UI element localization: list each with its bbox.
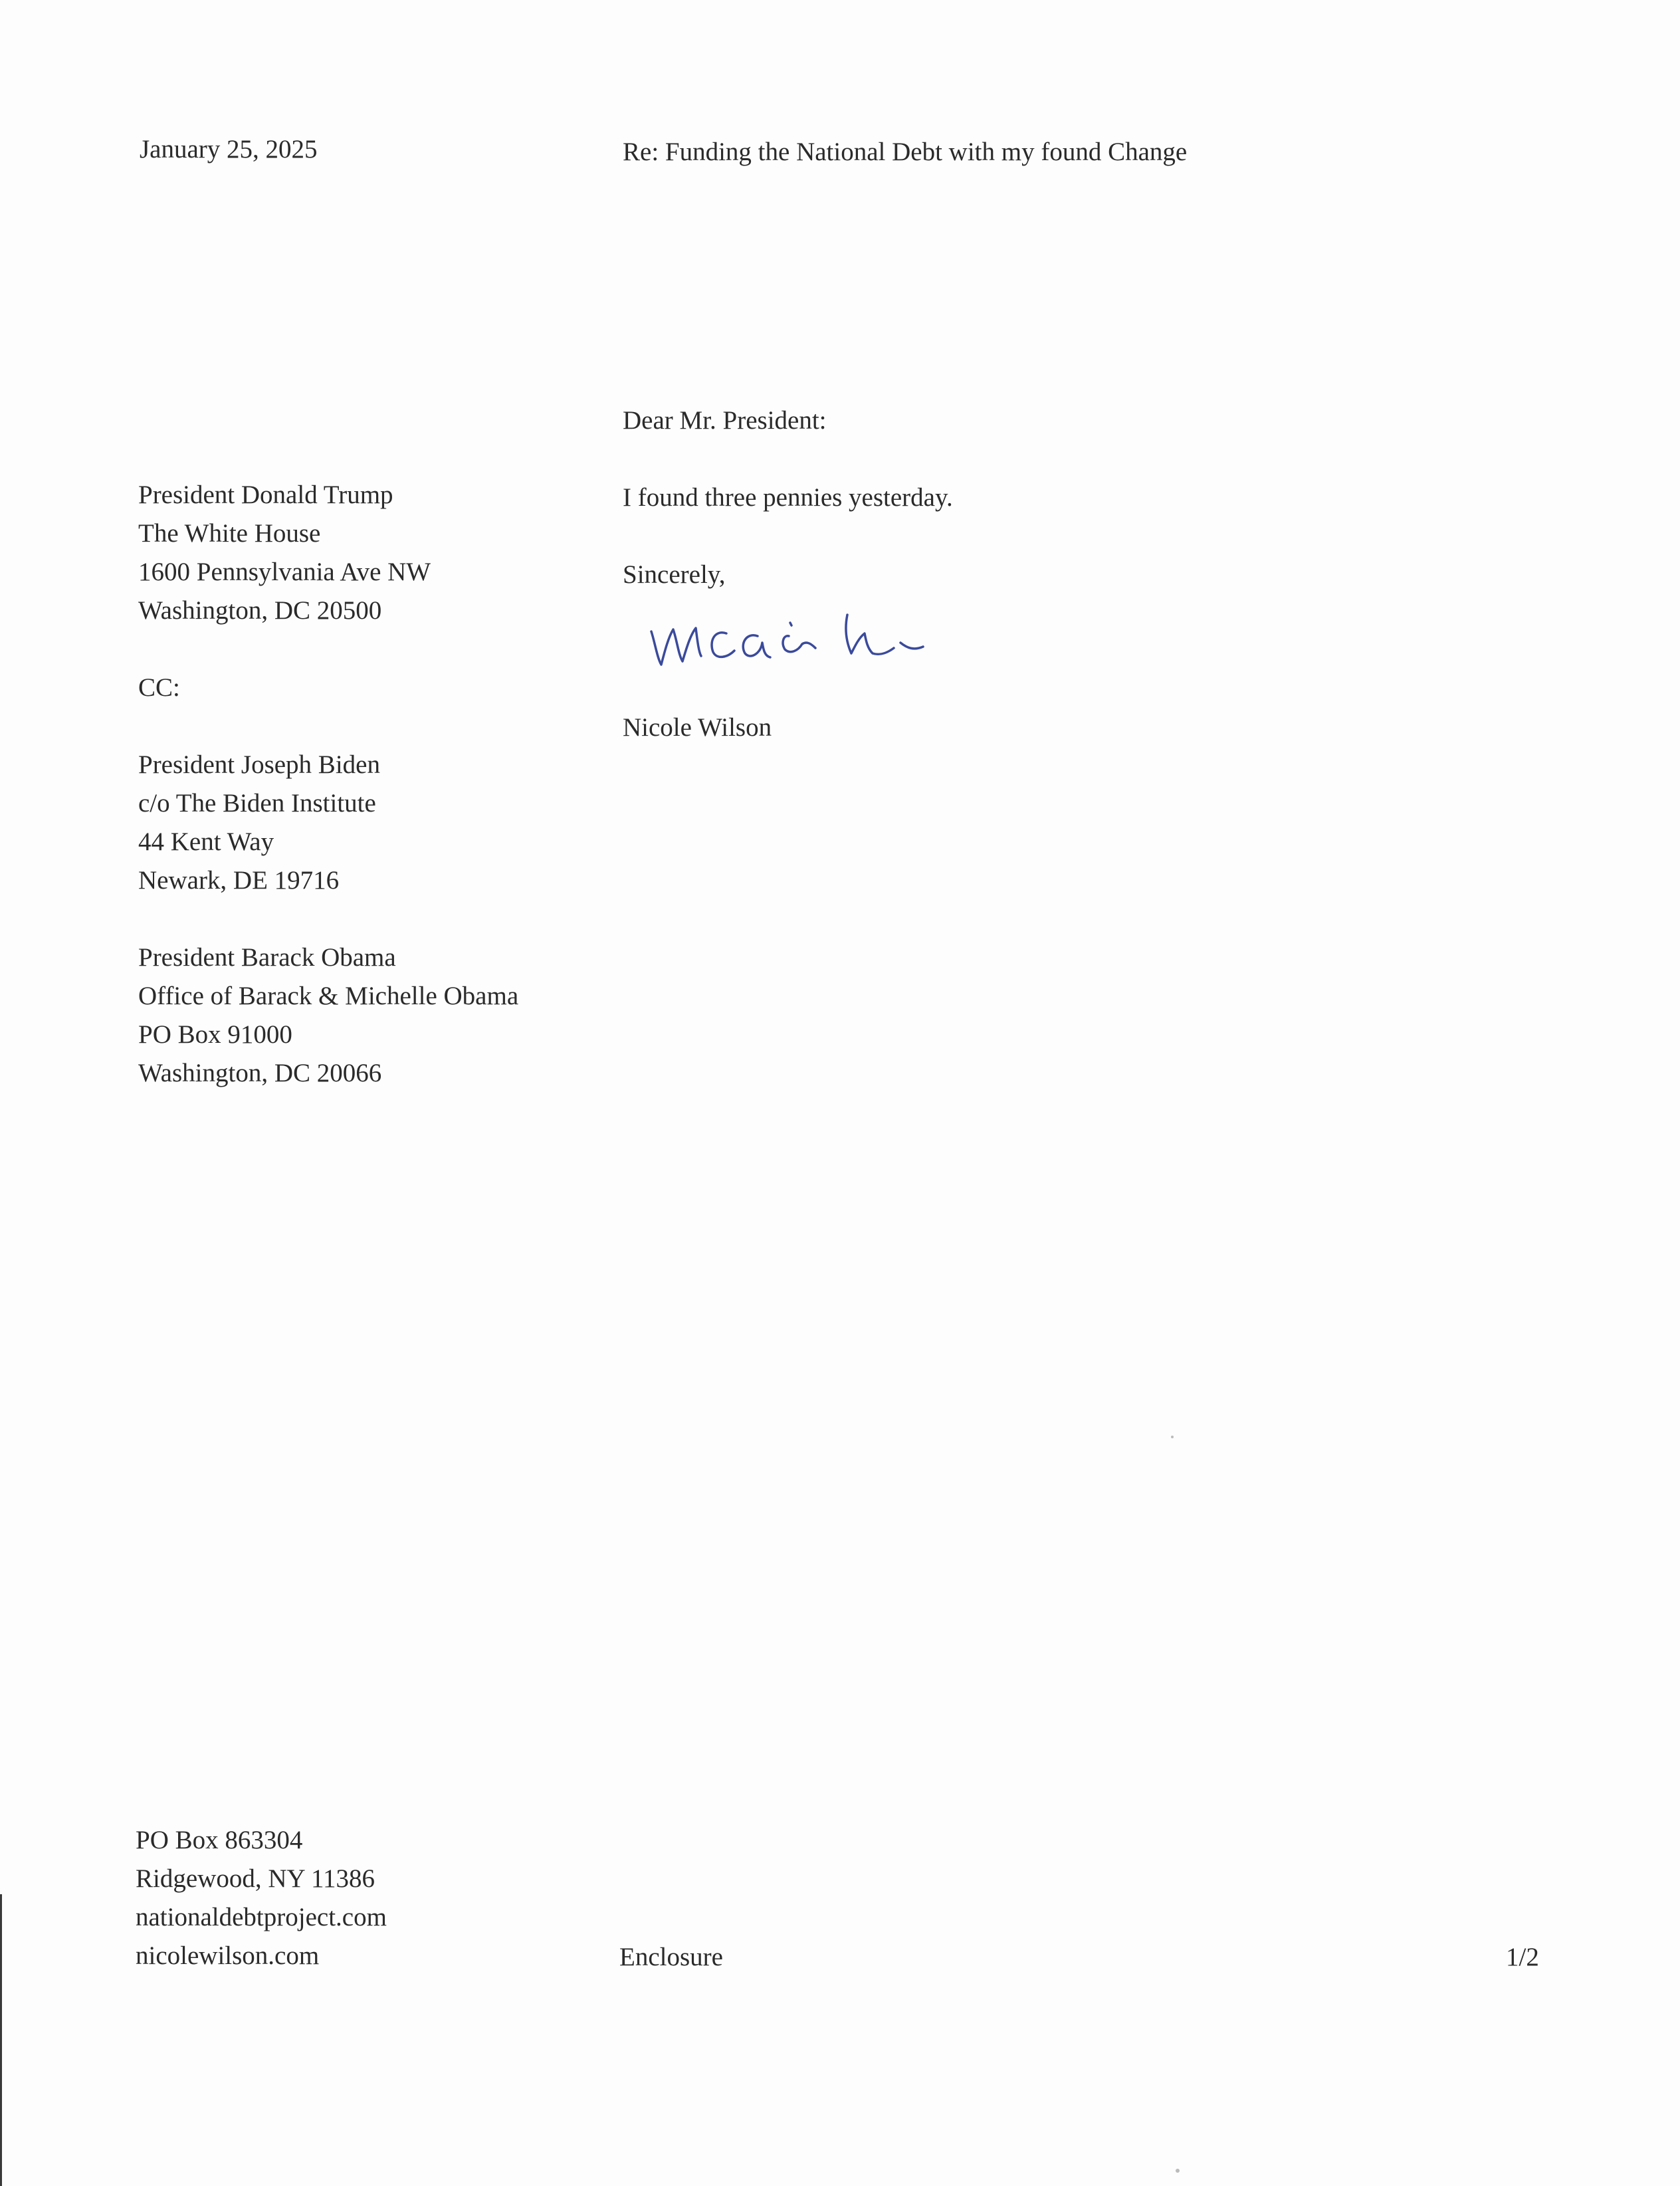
- scan-speck: [1171, 1436, 1174, 1438]
- website-line: nicolewilson.com: [136, 1941, 320, 1970]
- cc-label: CC:: [138, 673, 180, 702]
- address-line: The White House: [138, 519, 321, 548]
- page-number: 1/2: [1506, 1943, 1539, 1971]
- cc-address: [138, 938, 518, 1093]
- signature-stroke: [651, 615, 923, 665]
- address-line: Washington, DC 20500: [138, 596, 382, 625]
- scan-edge: [0, 1894, 2, 2186]
- address-line: President Barack Obama: [138, 943, 396, 972]
- salutation: Dear Mr. President:: [623, 406, 827, 435]
- recipient-address: [138, 476, 431, 630]
- enclosure-note: Enclosure: [619, 1943, 723, 1971]
- address-line: PO Box 863304: [136, 1826, 303, 1854]
- address-line: Office of Barack & Michelle Obama: [138, 982, 519, 1010]
- cc-address: [138, 746, 380, 900]
- address-line: President Joseph Biden: [138, 750, 380, 779]
- sender-address: [136, 1821, 387, 1975]
- letter-date: January 25, 2025: [140, 135, 318, 164]
- address-line: President Donald Trump: [138, 481, 393, 509]
- address-line: c/o The Biden Institute: [138, 789, 376, 818]
- signer-name: Nicole Wilson: [623, 713, 772, 742]
- address-line: Washington, DC 20066: [138, 1059, 382, 1087]
- signature: [648, 601, 934, 675]
- address-line: 1600 Pennsylvania Ave NW: [138, 558, 431, 586]
- address-line: Ridgewood, NY 11386: [136, 1864, 375, 1893]
- closing: Sincerely,: [623, 560, 726, 589]
- website-line: nationaldebtproject.com: [136, 1903, 387, 1931]
- scan-speck: [1176, 2169, 1180, 2173]
- address-line: Newark, DE 19716: [138, 866, 340, 895]
- address-line: 44 Kent Way: [138, 827, 274, 856]
- letter-subject: Re: Funding the National Debt with my found Change: [623, 138, 1188, 166]
- address-line: PO Box 91000: [138, 1020, 292, 1049]
- letter-body: I found three pennies yesterday.: [623, 483, 953, 512]
